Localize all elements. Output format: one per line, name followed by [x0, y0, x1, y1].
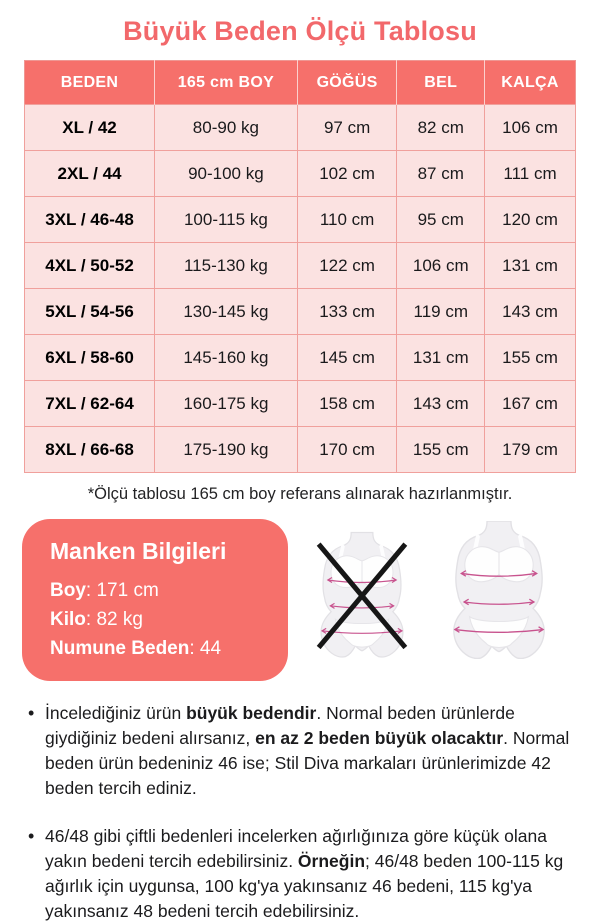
- size-cell: XL / 42: [25, 105, 155, 151]
- table-row: [25, 335, 576, 381]
- size-cell: 6XL / 58-60: [25, 335, 155, 381]
- note-text: ; 46/48 beden 100-115 kg ağırlık için uygunsa, 100 kg'ya yakınsanız 46 bedeni, 115 kg'ya yakınsanız 48 bedeni tercih edebilirsiniz.: [45, 851, 564, 922]
- table-row: [25, 289, 576, 335]
- value-cell: 106 cm: [485, 105, 576, 151]
- model-info-line: [50, 576, 264, 605]
- table-row: [25, 427, 576, 473]
- column-header: BEL: [397, 61, 485, 105]
- crossed-out-body-figure-icon: [312, 531, 412, 659]
- note-text-bold: Örneğin: [297, 851, 366, 872]
- value-cell: 82 cm: [397, 105, 485, 151]
- page-title: Büyük Beden Ölçü Tablosu: [123, 16, 477, 46]
- value-cell: 102 cm: [297, 151, 397, 197]
- value-cell: 97 cm: [297, 105, 397, 151]
- table-row: [25, 243, 576, 289]
- value-cell: 158 cm: [297, 381, 397, 427]
- model-info-label: Boy: [50, 580, 86, 601]
- size-cell: 4XL / 50-52: [25, 243, 155, 289]
- value-cell: 100-115 kg: [155, 197, 298, 243]
- value-cell: 145-160 kg: [155, 335, 298, 381]
- sizing-notes-list: [28, 701, 578, 924]
- size-cell: 5XL / 54-56: [25, 289, 155, 335]
- size-cell: 3XL / 46-48: [25, 197, 155, 243]
- value-cell: 120 cm: [485, 197, 576, 243]
- model-info-value: : 171 cm: [85, 580, 159, 601]
- size-table-header: [25, 61, 576, 105]
- value-cell: 155 cm: [485, 335, 576, 381]
- value-cell: 175-190 kg: [155, 427, 298, 473]
- value-cell: 115-130 kg: [155, 243, 298, 289]
- table-row: [25, 151, 576, 197]
- value-cell: 145 cm: [297, 335, 397, 381]
- value-cell: 131 cm: [397, 335, 485, 381]
- size-cell: 2XL / 44: [25, 151, 155, 197]
- value-cell: 131 cm: [485, 243, 576, 289]
- table-row: [25, 197, 576, 243]
- note-text: . Normal beden ürün bedeniniz 46 ise; Stil Diva markaları ürünlerimizde 42 beden tercih ediniz.: [45, 728, 570, 799]
- list-item: [28, 824, 578, 924]
- value-cell: 179 cm: [485, 427, 576, 473]
- value-cell: 119 cm: [397, 289, 485, 335]
- model-info-line: [50, 605, 264, 634]
- column-header: 165 cm BOY: [155, 61, 298, 105]
- table-row: [25, 381, 576, 427]
- table-row: [25, 105, 576, 151]
- value-cell: 133 cm: [297, 289, 397, 335]
- model-info-line: [50, 634, 264, 663]
- model-info-label: Kilo: [50, 609, 86, 630]
- value-cell: 143 cm: [397, 381, 485, 427]
- model-info-card: [22, 519, 288, 681]
- value-cell: 110 cm: [297, 197, 397, 243]
- value-cell: 122 cm: [297, 243, 397, 289]
- value-cell: 111 cm: [485, 151, 576, 197]
- figure-illustrations: [288, 519, 584, 665]
- value-cell: 87 cm: [397, 151, 485, 197]
- size-cell: 8XL / 66-68: [25, 427, 155, 473]
- size-table: [24, 60, 576, 473]
- note-text: İncelediğiniz ürün: [45, 703, 187, 723]
- value-cell: 170 cm: [297, 427, 397, 473]
- note-text-bold: büyük bedendir: [186, 703, 317, 723]
- model-info-section: [22, 519, 584, 669]
- value-cell: 90-100 kg: [155, 151, 298, 197]
- model-info-label: Numune Beden: [50, 638, 190, 659]
- list-item: [28, 701, 578, 801]
- value-cell: 130-145 kg: [155, 289, 298, 335]
- value-cell: 167 cm: [485, 381, 576, 427]
- size-cell: 7XL / 62-64: [25, 381, 155, 427]
- body-measurements-figure-icon: [438, 521, 560, 659]
- table-footnote: *Ölçü tablosu 165 cm boy referans alınarak hazırlanmıştır.: [87, 485, 513, 503]
- column-header: BEDEN: [25, 61, 155, 105]
- note-text: 46/48 gibi çiftli bedenleri incelerken ağırlığınıza göre küçük olana yakın bedeni tercih edebilirsiniz.: [45, 826, 547, 872]
- note-text: . Normal beden ürünlerde giydiğiniz bedeni alırsanız,: [45, 703, 515, 749]
- value-cell: 95 cm: [397, 197, 485, 243]
- value-cell: 160-175 kg: [155, 381, 298, 427]
- model-info-value: : 44: [189, 638, 222, 659]
- value-cell: 143 cm: [485, 289, 576, 335]
- value-cell: 106 cm: [397, 243, 485, 289]
- note-text-bold: en az 2 beden büyük olacaktır: [255, 728, 504, 749]
- model-info-value: : 82 kg: [85, 609, 143, 630]
- column-header: GÖĞÜS: [297, 61, 397, 105]
- value-cell: 80-90 kg: [155, 105, 298, 151]
- model-info-title: Manken Bilgileri: [50, 538, 227, 564]
- column-header: KALÇA: [485, 61, 576, 105]
- size-table-body: [25, 105, 576, 473]
- value-cell: 155 cm: [397, 427, 485, 473]
